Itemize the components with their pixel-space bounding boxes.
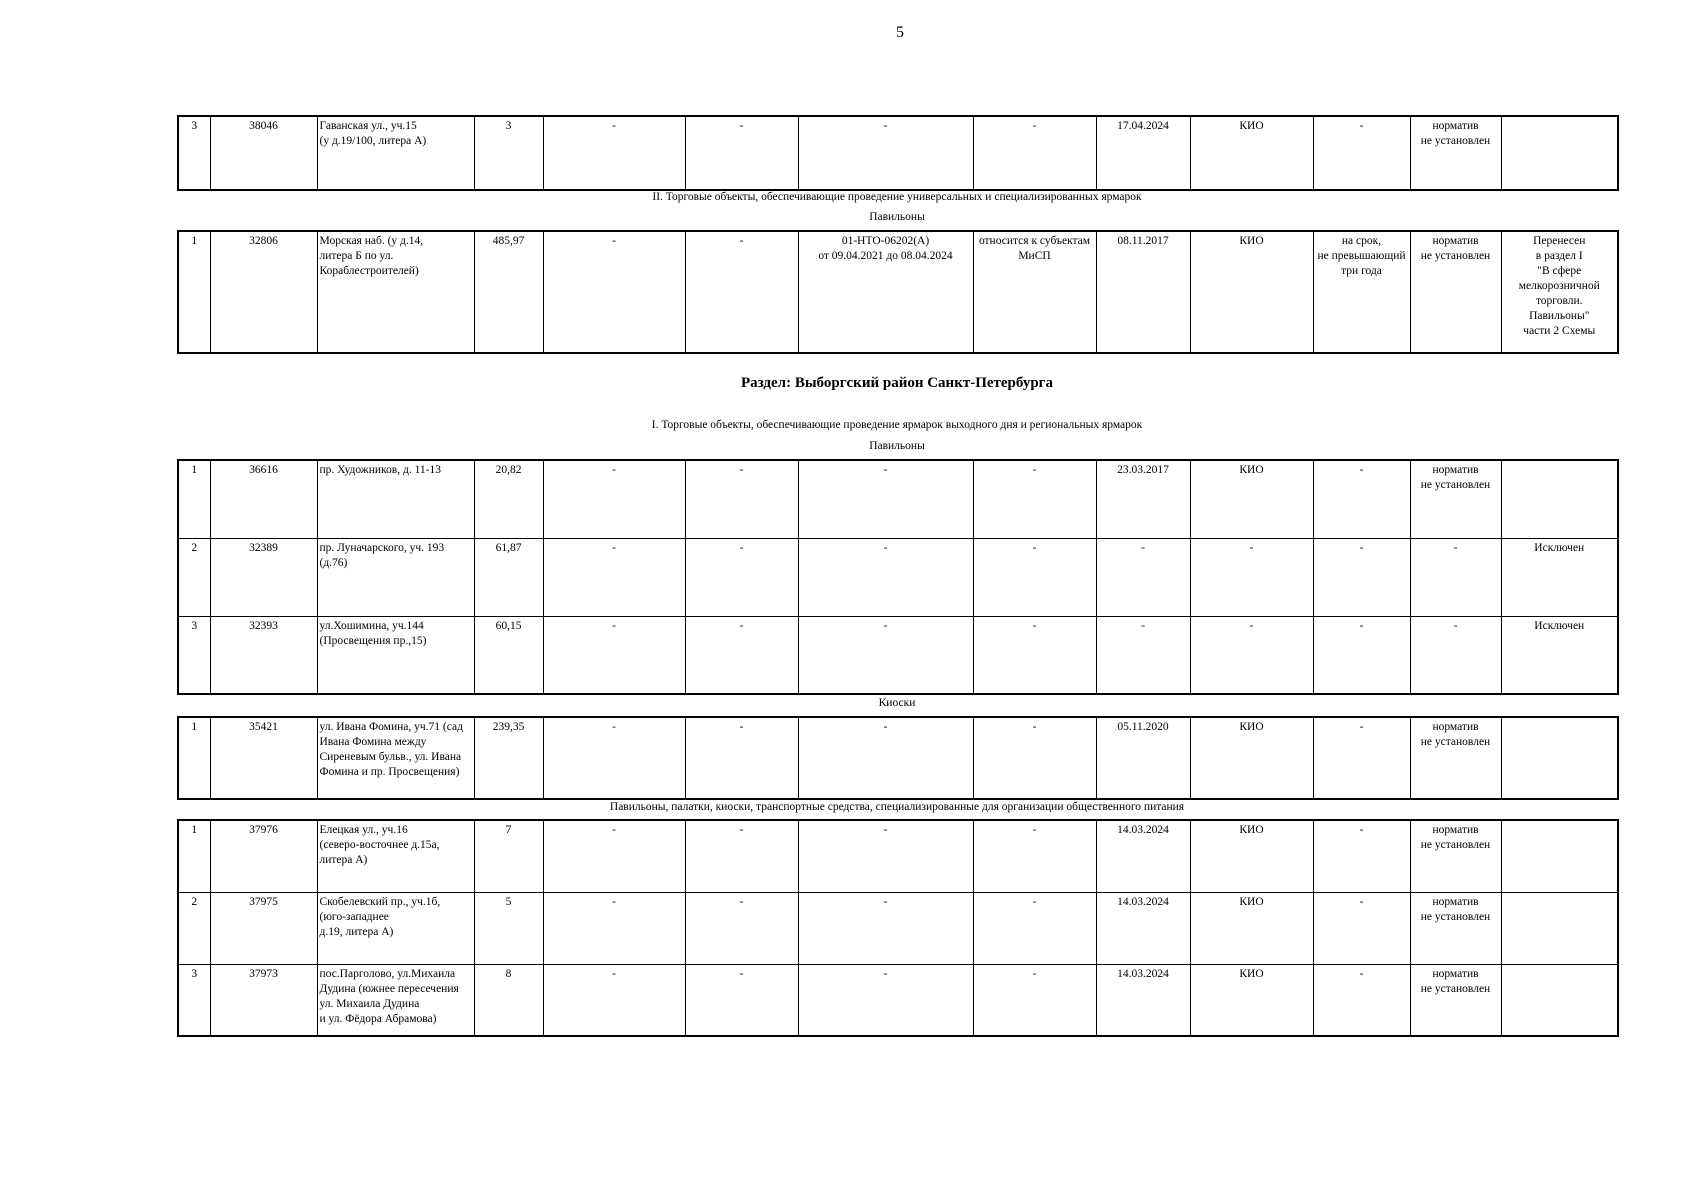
cell-col-5: - <box>543 964 685 1036</box>
cell-area: 8 <box>474 964 543 1036</box>
data-table <box>177 716 1619 800</box>
cell-col-6: - <box>685 116 798 190</box>
table-row <box>178 820 1618 892</box>
cell-address: пос.Парголово, ул.Михаила Дудина (южнее пересечения ул. Михаила Дудина и ул. Фёдора Абрамова) <box>317 964 474 1036</box>
cell-address: ул. Ивана Фомина, уч.71 (сад Ивана Фомина между Сиреневым бульв., ул. Ивана Фомина и пр. Просвещения) <box>317 717 474 799</box>
cell-term: - <box>1313 538 1410 616</box>
cell-address: Скобелевский пр., уч.1б, (юго-западнее д.19, литера А) <box>317 892 474 964</box>
cell-date: 17.04.2024 <box>1096 116 1190 190</box>
cell-row-number: 1 <box>178 460 210 538</box>
cell-area: 20,82 <box>474 460 543 538</box>
cell-permit: - <box>798 460 973 538</box>
caption-fairs-section-ii: II. Торговые объекты, обеспечивающие проведение универсальных и специализированных ярмарок <box>652 191 1142 203</box>
cell-note <box>1501 892 1618 964</box>
cell-row-number: 3 <box>178 964 210 1036</box>
table-row <box>178 231 1618 353</box>
cell-col-5: - <box>543 892 685 964</box>
cell-permit: 01-НТО-06202(А) от 09.04.2021 до 08.04.2024 <box>798 231 973 353</box>
cell-address: Морская наб. (у д.14, литера Б по ул. Кораблестроителей) <box>317 231 474 353</box>
cell-row-number: 3 <box>178 616 210 694</box>
table-row <box>178 116 1618 190</box>
table-block-4 <box>177 716 1617 800</box>
cell-row-number: 1 <box>178 231 210 353</box>
cell-col-6: - <box>685 616 798 694</box>
cell-term: - <box>1313 460 1410 538</box>
cell-row-number: 2 <box>178 538 210 616</box>
cell-note: Исключен <box>1501 616 1618 694</box>
cell-permit: - <box>798 717 973 799</box>
table-row <box>178 717 1618 799</box>
cell-date: - <box>1096 538 1190 616</box>
cell-area: 60,15 <box>474 616 543 694</box>
table-row <box>178 616 1618 694</box>
table-block-5 <box>177 819 1617 1037</box>
cell-col-5: - <box>543 538 685 616</box>
cell-permit: - <box>798 616 973 694</box>
cell-note <box>1501 820 1618 892</box>
cell-permit: - <box>798 964 973 1036</box>
cell-note: Перенесен в раздел I "В сфере мелкорозничной торговли. Павильоны" части 2 Схемы <box>1501 231 1618 353</box>
cell-row-number: 1 <box>178 717 210 799</box>
cell-smb-status: - <box>973 717 1096 799</box>
cell-col-6: - <box>685 964 798 1036</box>
cell-row-number: 2 <box>178 892 210 964</box>
cell-date: 05.11.2020 <box>1096 717 1190 799</box>
cell-col-6: - <box>685 892 798 964</box>
cell-area: 5 <box>474 892 543 964</box>
caption-mixed-objects: Павильоны, палатки, киоски, транспортные средства, специализированные для организации общественного питания <box>609 801 1185 813</box>
cell-date: 14.03.2024 <box>1096 892 1190 964</box>
caption-pavilions-1: Павильоны <box>869 211 925 223</box>
table-row <box>178 538 1618 616</box>
caption-pavilions-2: Павильоны <box>869 440 925 452</box>
cell-object-code: 37973 <box>210 964 317 1036</box>
cell-col-5: - <box>543 717 685 799</box>
table-block-1 <box>177 115 1617 191</box>
cell-norm: норматив не установлен <box>1410 820 1501 892</box>
cell-smb-status: - <box>973 616 1096 694</box>
cell-date: 08.11.2017 <box>1096 231 1190 353</box>
table-row <box>178 892 1618 964</box>
cell-term: - <box>1313 892 1410 964</box>
cell-norm: норматив не установлен <box>1410 964 1501 1036</box>
cell-date: 14.03.2024 <box>1096 964 1190 1036</box>
cell-object-code: 36616 <box>210 460 317 538</box>
cell-row-number: 1 <box>178 820 210 892</box>
cell-col-5: - <box>543 820 685 892</box>
data-table <box>177 459 1619 695</box>
cell-smb-status: относится к субъектам МиСП <box>973 231 1096 353</box>
cell-permit: - <box>798 892 973 964</box>
cell-date: - <box>1096 616 1190 694</box>
cell-norm: норматив не установлен <box>1410 460 1501 538</box>
cell-address: Елецкая ул., уч.16 (северо-восточнее д.15а, литера А) <box>317 820 474 892</box>
cell-note <box>1501 116 1618 190</box>
cell-address: пр. Луначарского, уч. 193 (д.76) <box>317 538 474 616</box>
data-table <box>177 819 1619 1037</box>
cell-col-5: - <box>543 460 685 538</box>
cell-smb-status: - <box>973 116 1096 190</box>
cell-smb-status: - <box>973 538 1096 616</box>
cell-col-6: - <box>685 538 798 616</box>
cell-address: пр. Художников, д. 11-13 <box>317 460 474 538</box>
cell-organization: КИО <box>1190 717 1313 799</box>
cell-address: ул.Хошимина, уч.144 (Просвещения пр.,15) <box>317 616 474 694</box>
cell-date: 14.03.2024 <box>1096 820 1190 892</box>
cell-norm: норматив не установлен <box>1410 717 1501 799</box>
cell-term: - <box>1313 820 1410 892</box>
cell-object-code: 32393 <box>210 616 317 694</box>
page-number: 5 <box>896 24 904 41</box>
cell-organization: - <box>1190 616 1313 694</box>
cell-note <box>1501 964 1618 1036</box>
section-title: Раздел: Выборгский район Санкт-Петербурга <box>741 375 1053 391</box>
cell-object-code: 37975 <box>210 892 317 964</box>
cell-smb-status: - <box>973 964 1096 1036</box>
cell-area: 485,97 <box>474 231 543 353</box>
table-row <box>178 964 1618 1036</box>
cell-organization: - <box>1190 538 1313 616</box>
table-block-2 <box>177 230 1617 354</box>
cell-smb-status: - <box>973 892 1096 964</box>
cell-row-number: 3 <box>178 116 210 190</box>
cell-note <box>1501 717 1618 799</box>
cell-norm: - <box>1410 616 1501 694</box>
cell-organization: КИО <box>1190 892 1313 964</box>
cell-area: 3 <box>474 116 543 190</box>
cell-norm: норматив не установлен <box>1410 892 1501 964</box>
cell-object-code: 32806 <box>210 231 317 353</box>
cell-organization: КИО <box>1190 231 1313 353</box>
cell-organization: КИО <box>1190 460 1313 538</box>
cell-col-6: - <box>685 820 798 892</box>
cell-permit: - <box>798 116 973 190</box>
cell-area: 7 <box>474 820 543 892</box>
cell-term: - <box>1313 616 1410 694</box>
cell-area: 61,87 <box>474 538 543 616</box>
cell-col-6: - <box>685 717 798 799</box>
cell-norm: - <box>1410 538 1501 616</box>
cell-object-code: 37976 <box>210 820 317 892</box>
cell-address: Гаванская ул., уч.15 (у д.19/100, литера А) <box>317 116 474 190</box>
cell-col-5: - <box>543 231 685 353</box>
caption-kiosks: Киоски <box>878 697 916 709</box>
cell-note <box>1501 460 1618 538</box>
data-table <box>177 230 1619 354</box>
cell-permit: - <box>798 538 973 616</box>
cell-permit: - <box>798 820 973 892</box>
cell-object-code: 32389 <box>210 538 317 616</box>
cell-norm: норматив не установлен <box>1410 231 1501 353</box>
cell-col-5: - <box>543 616 685 694</box>
cell-object-code: 35421 <box>210 717 317 799</box>
cell-organization: КИО <box>1190 820 1313 892</box>
cell-area: 239,35 <box>474 717 543 799</box>
cell-organization: КИО <box>1190 964 1313 1036</box>
table-row <box>178 460 1618 538</box>
table-block-3 <box>177 459 1617 695</box>
cell-term: - <box>1313 116 1410 190</box>
cell-smb-status: - <box>973 460 1096 538</box>
cell-norm: норматив не установлен <box>1410 116 1501 190</box>
data-table <box>177 115 1619 191</box>
cell-col-5: - <box>543 116 685 190</box>
cell-smb-status: - <box>973 820 1096 892</box>
cell-col-6: - <box>685 231 798 353</box>
caption-fairs-section-i: I. Торговые объекты, обеспечивающие проведение ярмарок выходного дня и региональных ярмарок <box>651 419 1143 431</box>
cell-note: Исключен <box>1501 538 1618 616</box>
cell-term: на срок, не превышающий три года <box>1313 231 1410 353</box>
cell-object-code: 38046 <box>210 116 317 190</box>
cell-term: - <box>1313 717 1410 799</box>
cell-date: 23.03.2017 <box>1096 460 1190 538</box>
cell-term: - <box>1313 964 1410 1036</box>
cell-organization: КИО <box>1190 116 1313 190</box>
cell-col-6: - <box>685 460 798 538</box>
